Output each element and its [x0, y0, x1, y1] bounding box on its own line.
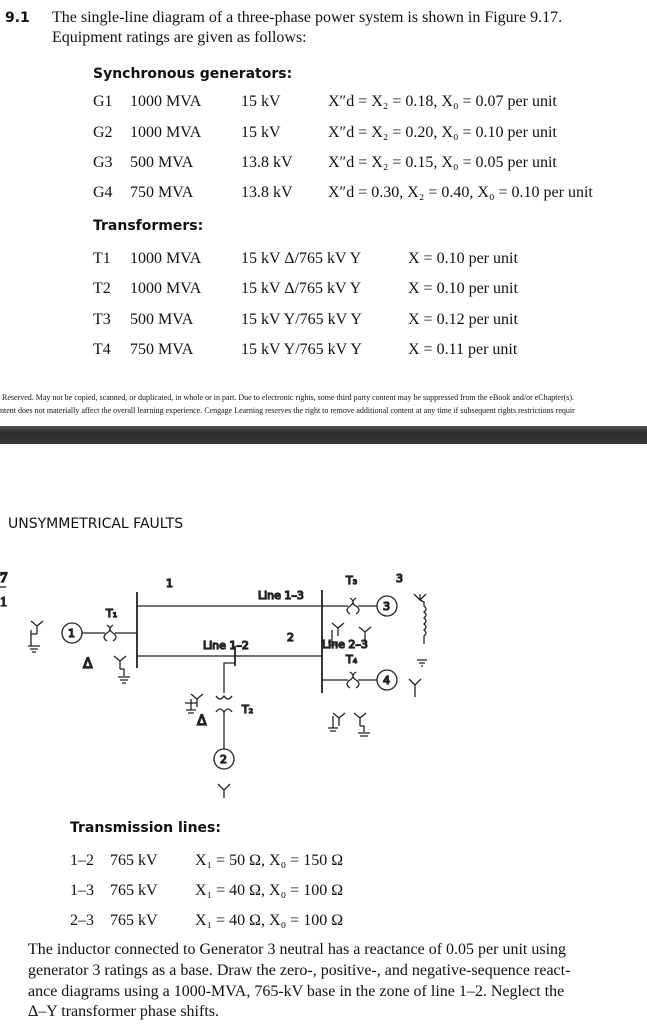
generator-3-label: 3	[383, 600, 390, 613]
copyright-notice: ntent does not materially affect the overall learning experience. Cengage Learning reserves the right to remove additional content at any time if subsequent rights restrictions requir	[0, 406, 575, 415]
cell: 1000 MVA	[130, 250, 202, 267]
cell: 500 MVA	[130, 154, 194, 171]
bus-2-label: 2	[287, 631, 294, 644]
cell: T2	[93, 280, 111, 297]
cell: 15 kV Δ/765 kV Y	[241, 250, 362, 267]
t3-label: T₃	[346, 574, 358, 587]
transformer-t2	[216, 696, 232, 712]
cell: X₁ = 50 Ω, X₀ = 150 Ω	[195, 852, 344, 869]
cell: 765 kV	[110, 912, 158, 929]
single-line-diagram	[0, 560, 647, 810]
generator-1-label: 1	[68, 627, 75, 640]
cell: X″d = X₂ = 0.15, X₀ = 0.05 per unit	[328, 154, 557, 171]
generators-heading: Synchronous generators:	[93, 66, 293, 82]
grounded-wye-t4	[328, 713, 370, 736]
cell: X₁ = 40 Ω, X₀ = 100 Ω	[195, 912, 344, 929]
cell: 1000 MVA	[130, 280, 202, 297]
line-1-3-label: Line 1–3	[258, 589, 304, 602]
generator-4-label: 4	[383, 674, 390, 687]
closing-text: The inductor connected to Generator 3 neutral has a reactance of 0.05 per unit using	[28, 941, 567, 958]
t1-label: T₁	[106, 607, 118, 620]
cell: X″d = X₂ = 0.20, X₀ = 0.10 per unit	[328, 124, 557, 141]
cell: X″d = X₂ = 0.18, X₀ = 0.07 per unit	[328, 93, 557, 110]
transformer-t3	[347, 598, 359, 614]
line-1-2-label: Line 1–2	[203, 639, 249, 652]
cell: X₁ = 40 Ω, X₀ = 100 Ω	[195, 882, 344, 899]
wye-g4	[409, 679, 421, 697]
cell: X = 0.10 per unit	[408, 280, 518, 297]
cell: X = 0.12 per unit	[408, 311, 518, 328]
cell: G4	[93, 184, 113, 201]
figure-number: 7	[0, 570, 8, 586]
cell: 15 kV	[241, 124, 281, 141]
cell: T3	[93, 311, 111, 328]
cell: 1–2	[70, 852, 94, 869]
cell: 500 MVA	[130, 311, 194, 328]
neutral-inductor	[414, 594, 427, 666]
cell: 13.8 kV	[241, 154, 293, 171]
cell: 1000 MVA	[130, 93, 202, 110]
cell: 15 kV Y/765 kV Y	[241, 341, 362, 358]
bus-3-label: 3	[396, 572, 403, 585]
cell: 1000 MVA	[130, 124, 202, 141]
transformer-t4	[347, 672, 359, 688]
cell: X = 0.11 per unit	[408, 341, 518, 358]
delta-symbol: Δ	[83, 656, 93, 672]
cell: X = 0.10 per unit	[408, 250, 518, 267]
cell: 15 kV Δ/765 kV Y	[241, 280, 362, 297]
cell: G3	[93, 154, 113, 171]
closing-text: generator 3 ratings as a base. Draw the zero-, positive-, and negative-sequence react-	[28, 962, 571, 979]
delta-symbol: Δ	[197, 713, 207, 729]
intro-text: The single-line diagram of a three-phase power system is shown in Figure 9.17.	[52, 9, 563, 26]
cell: 765 kV	[110, 882, 158, 899]
lines-heading: Transmission lines:	[70, 820, 221, 836]
cell: T1	[93, 250, 111, 267]
grounded-wye-t2	[185, 694, 203, 713]
copyright-notice: Reserved. May not be copied, scanned, or duplicated, in whole or in part. Due to electronic rights, some third party content may be suppressed from the eBook and/or eChapter(s).	[2, 393, 575, 402]
chapter-header: UNSYMMETRICAL FAULTS	[8, 516, 184, 532]
wye-g2	[218, 784, 230, 798]
cell: 13.8 kV	[241, 184, 293, 201]
grounded-wye-g1	[28, 621, 43, 652]
transformer-t1	[104, 625, 116, 641]
grounded-wye-t1	[114, 656, 130, 683]
cell: 15 kV Y/765 kV Y	[241, 311, 362, 328]
line-2-3-label: Line 2–3	[322, 638, 368, 651]
cell: 750 MVA	[130, 341, 194, 358]
intro-text: Equipment ratings are given as follows:	[52, 29, 307, 46]
closing-text: Δ–Y transformer phase shifts.	[28, 1003, 219, 1020]
closing-text: ance diagrams using a 1000-MVA, 765-kV base in the zone of line 1–2. Neglect the	[28, 983, 565, 1000]
problem-number: 9.1	[5, 10, 30, 26]
cell: 1–3	[70, 882, 94, 899]
cell: G1	[93, 93, 113, 110]
cell: 2–3	[70, 912, 94, 929]
t4-label: T₄	[346, 653, 358, 666]
cell: 765 kV	[110, 852, 158, 869]
cell: T4	[93, 341, 111, 358]
transformers-heading: Transformers:	[93, 218, 204, 234]
figure-number: 1	[0, 595, 7, 610]
t2-label: T₂	[242, 703, 254, 716]
cell: G2	[93, 124, 113, 141]
cell: X″d = 0.30, X₂ = 0.40, X₀ = 0.10 per unit	[328, 184, 593, 201]
cell: 750 MVA	[130, 184, 194, 201]
page-divider	[0, 426, 647, 444]
bus-1-label: 1	[166, 577, 173, 590]
generator-2-label: 2	[220, 753, 227, 766]
cell: 15 kV	[241, 93, 281, 110]
